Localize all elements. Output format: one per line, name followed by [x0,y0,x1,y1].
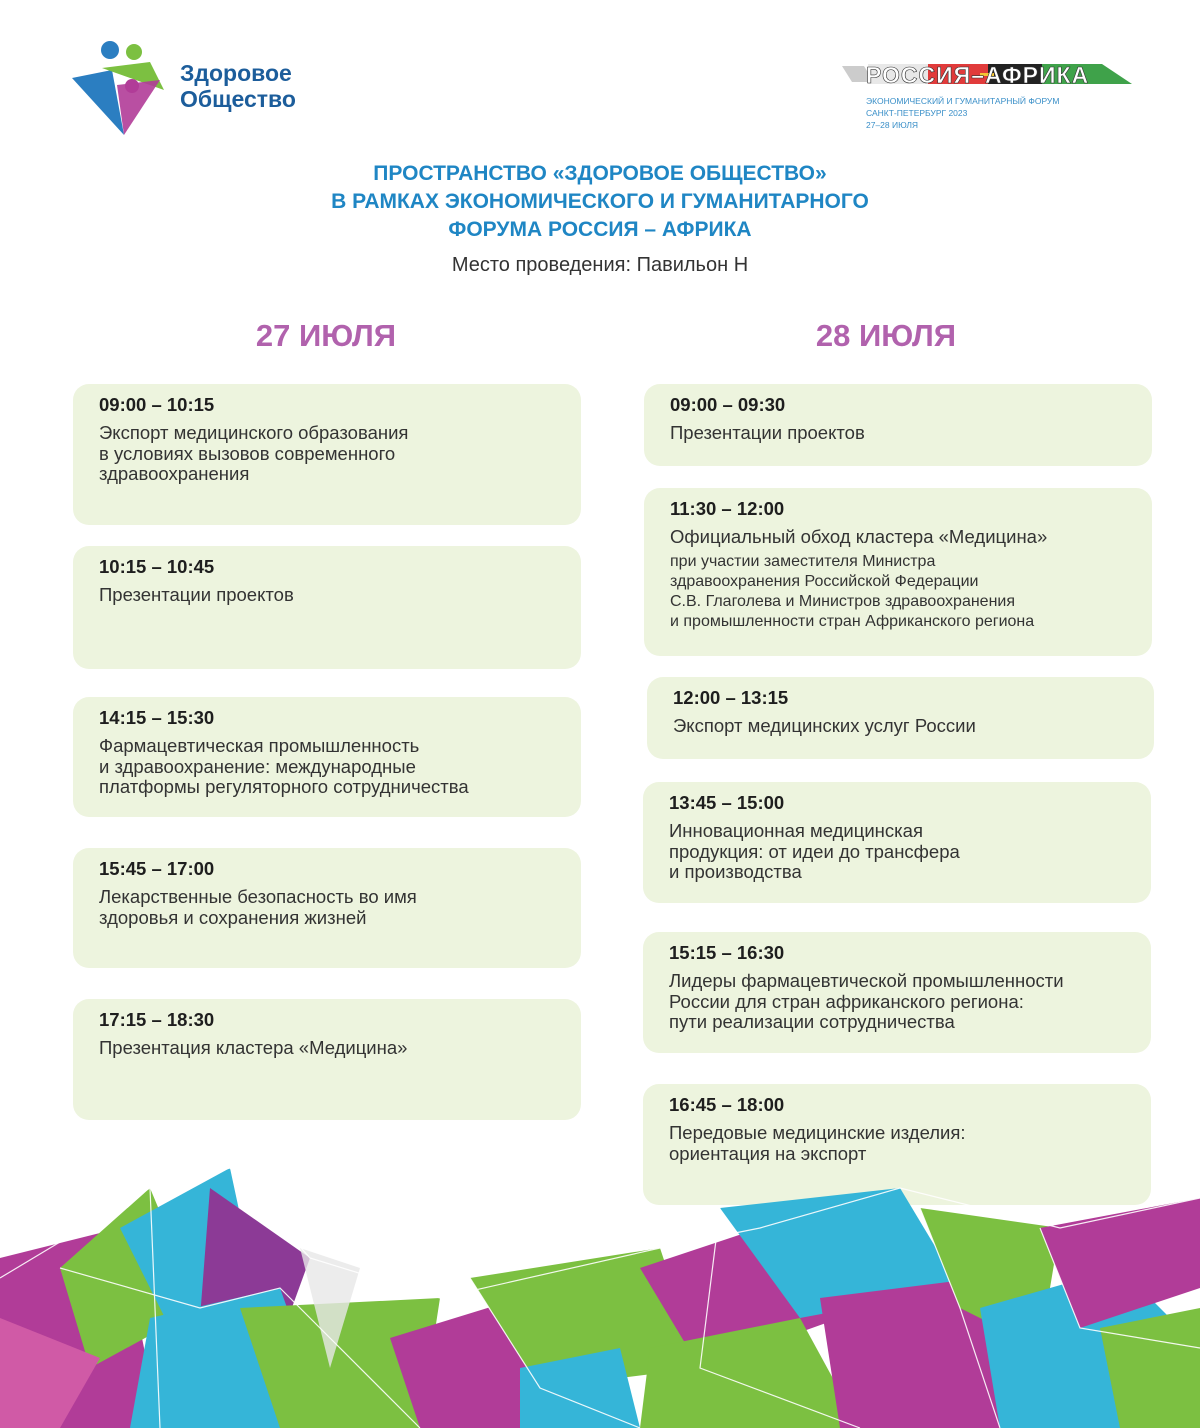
event-title: Презентации проектов [670,422,865,443]
event-title: Инновационная медицинская продукция: от идеи до трансфера и производства [669,820,960,882]
logo-russia-africa [842,62,1142,142]
event-time: 15:45 – 17:00 [99,858,215,879]
event-title: Официальный обход кластера «Медицина» [670,526,1048,547]
event-card-day2-1 [644,384,1152,466]
decorative-mountains-graphic [0,1168,1200,1428]
title-line-2: В РАМКАХ ЭКОНОМИЧЕСКОГО И ГУМАНИТАРНОГО [331,190,869,213]
title-line-1: ПРОСТРАНСТВО «ЗДОРОВОЕ ОБЩЕСТВО» [373,162,827,185]
event-time: 09:00 – 09:30 [670,394,786,415]
page-title [100,160,1100,244]
event-title: Лекарственные безопасность во имя здоровья и сохранения жизней [99,886,417,928]
event-title: Лидеры фармацевтической промышленности России для стран африканского региона: пути реализации сотрудничества [669,970,1064,1032]
title-line-3: ФОРУМА РОССИЯ – АФРИКА [448,218,752,241]
diamond-people-icon [72,40,172,140]
event-title: Фармацевтическая промышленность и здравоохранение: международные платформы регуляторного сотрудничества [99,735,469,797]
event-card-day1-3 [73,697,581,817]
logo-line-1: Здоровое [180,60,292,86]
logo-line-2: Общество [180,86,296,112]
event-subtitle: при участии заместителя Министра здравоохранения Российской Федерации С.В. Глаголева и Министров здравоохранения и промышленности стран Африканского региона [670,552,1035,630]
event-card-day2-4 [643,782,1151,903]
event-time: 10:15 – 10:45 [99,556,215,577]
logo-sub-line-1: ЭКОНОМИЧЕСКИЙ И ГУМАНИТАРНЫЙ ФОРУМ [866,96,1060,106]
event-time: 12:00 – 13:15 [673,687,789,708]
event-card-day2-2 [644,488,1152,656]
event-time: 13:45 – 15:00 [669,792,785,813]
event-time: 15:15 – 16:30 [669,942,785,963]
event-card-day1-2 [73,546,581,669]
event-card-day2-3 [647,677,1154,759]
event-card-day2-5 [643,932,1151,1053]
event-title: Передовые медицинские изделия: ориентация на экспорт [669,1122,966,1164]
event-title: Презентация кластера «Медицина» [99,1037,408,1058]
event-card-day1-4 [73,848,581,968]
logo-zdorovoe-obshchestvo [72,40,332,140]
venue-text: Место проведения: Павильон Н [451,254,749,276]
event-time: 14:15 – 15:30 [99,707,215,728]
event-title: Презентации проектов [99,584,294,605]
event-title: Экспорт медицинского образования в условиях вызовов современного здравоохранения [99,422,409,484]
event-card-day1-5 [73,999,581,1120]
logo-russia-africa-title: РОССИЯ–АФРИКА [866,62,1090,88]
day-header-28: 28 ИЮЛЯ [815,318,957,353]
event-time: 11:30 – 12:00 [670,498,785,519]
event-time: 16:45 – 18:00 [669,1094,785,1115]
event-card-day1-1 [73,384,581,525]
event-title: Экспорт медицинских услуг России [673,715,976,736]
logo-sub-line-3: 27–28 ИЮЛЯ [866,120,919,130]
day-header-27: 27 ИЮЛЯ [255,318,397,353]
event-time: 17:15 – 18:30 [99,1009,215,1030]
event-time: 09:00 – 10:15 [99,394,215,415]
logo-sub-line-2: САНКТ-ПЕТЕРБУРГ 2023 [866,108,968,118]
